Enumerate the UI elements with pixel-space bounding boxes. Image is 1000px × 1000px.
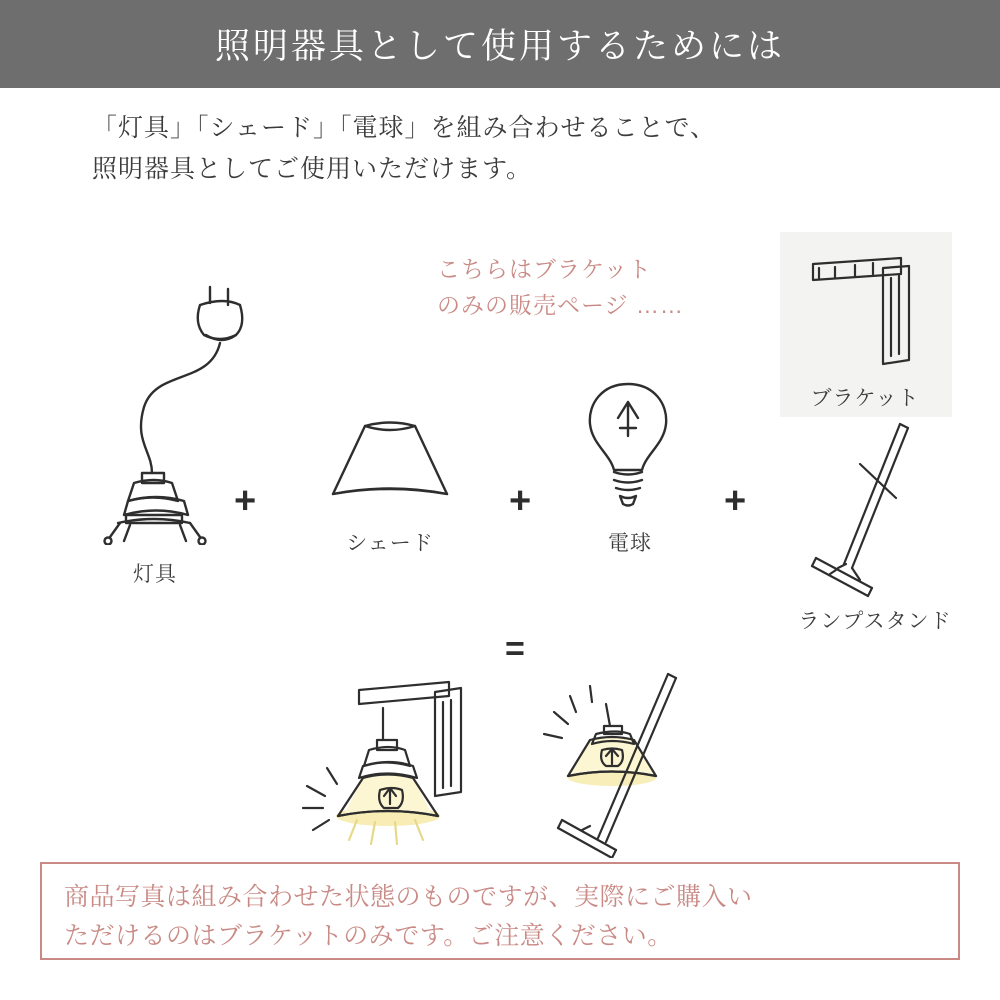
equals-operator: = <box>505 630 525 668</box>
warning-line-2: ただけるのはブラケットのみです。ご注意ください。 <box>64 921 673 950</box>
caption-bracket: ブラケット <box>810 387 920 410</box>
intro-line-1: 「灯具」「シェード」「電球」を組み合わせることで、 <box>92 114 717 142</box>
caption-lampshade: シェード <box>346 532 434 555</box>
wall-bracket-icon <box>805 248 933 381</box>
intro-text <box>92 108 932 191</box>
caption-lamp-cord: 灯具 <box>133 563 177 586</box>
warning-box <box>40 862 960 960</box>
plus-operator-1: + <box>234 480 257 522</box>
lamp-stand-icon <box>800 418 940 603</box>
caption-light-bulb: 電球 <box>608 532 652 555</box>
lampshade-icon <box>315 410 465 515</box>
stand-lamp-assembled-icon <box>540 668 720 863</box>
warning-line-1: 商品写真は組み合わせた状態のものですが、実際にご購入い <box>64 883 753 911</box>
wall-lamp-assembled-icon <box>285 668 505 863</box>
page-title: 照明器具として使用するためには <box>214 27 785 66</box>
caption-lamp-stand: ランプスタンド <box>798 610 952 633</box>
header-bar <box>0 0 1000 88</box>
light-bulb-icon <box>578 378 678 515</box>
bracket-only-note-line-1: こちらはブラケット <box>437 256 652 282</box>
plus-operator-3: + <box>724 480 747 522</box>
lamp-cord-icon <box>60 265 250 550</box>
intro-line-2: 照明器具としてご使用いただけます。 <box>92 155 533 184</box>
bracket-only-note <box>437 252 787 323</box>
plus-operator-2: + <box>509 480 532 522</box>
bracket-only-note-line-2: のみの販売ページ …… <box>437 291 684 318</box>
